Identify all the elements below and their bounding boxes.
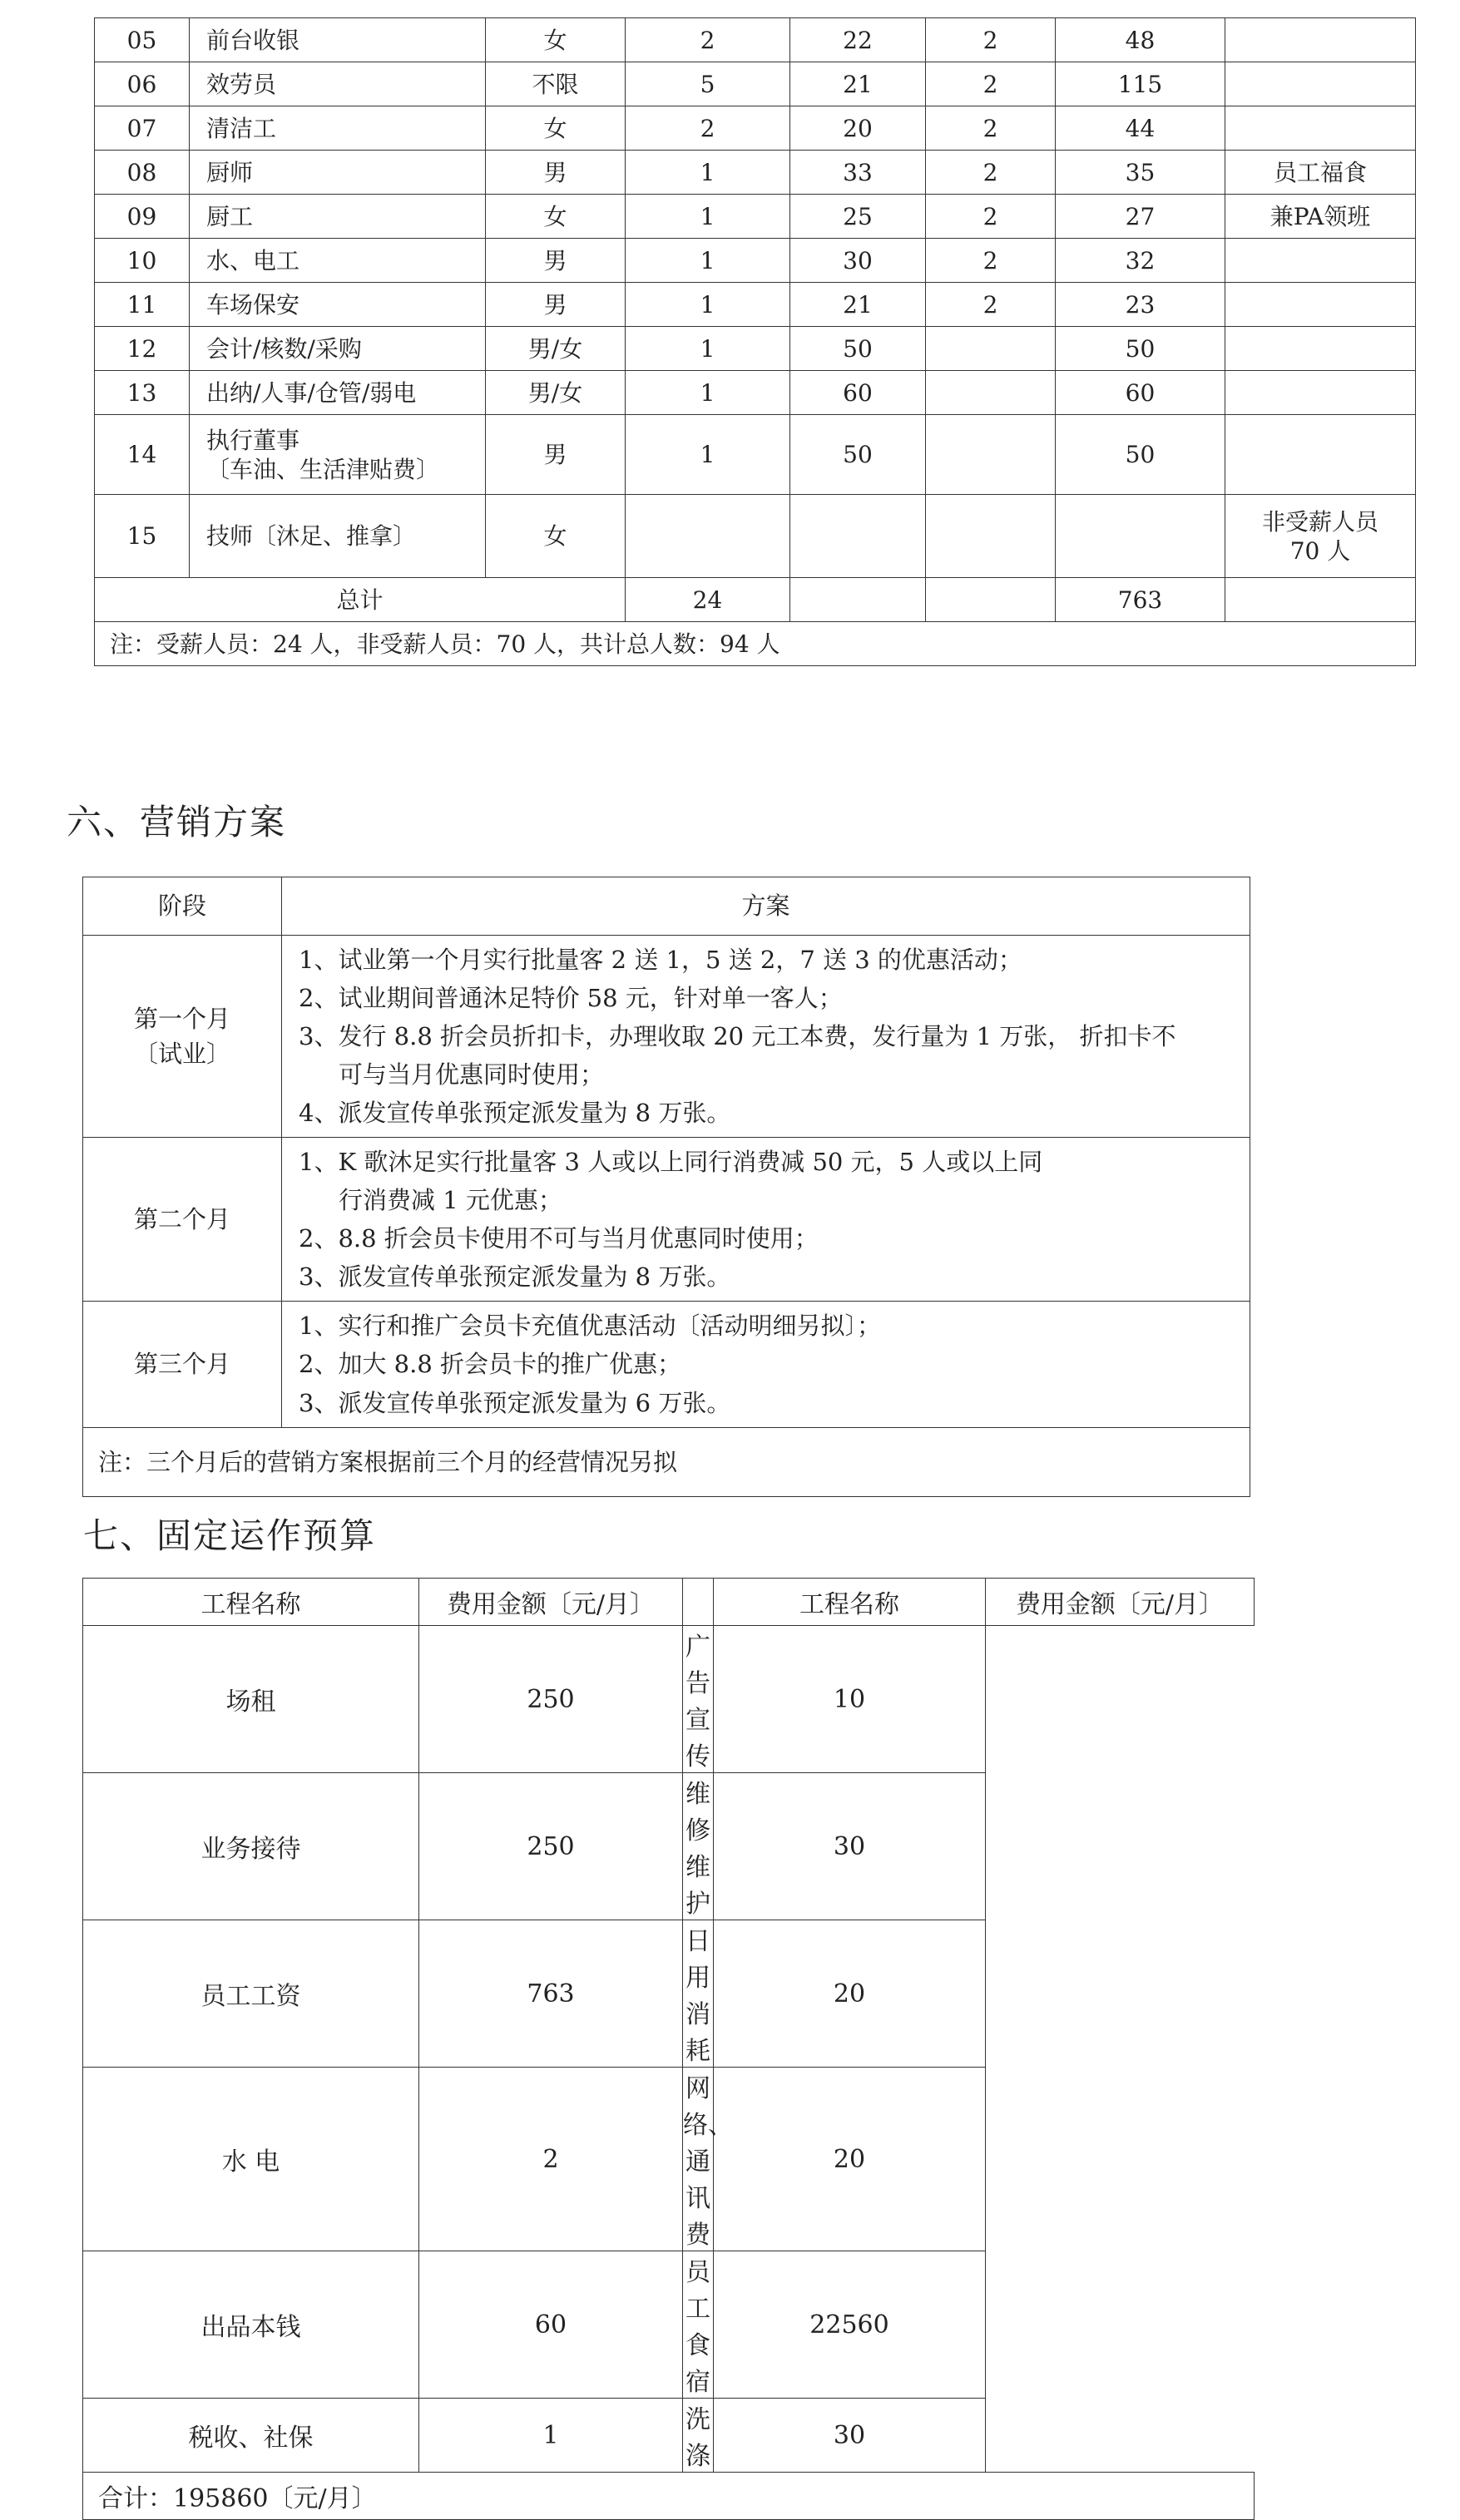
budget-row: 场租 250 广告宣传 10 — [83, 1626, 1255, 1773]
staff-table — [94, 17, 1416, 666]
staff-row: 05 前台收银 女 2 22 2 48 — [95, 18, 1416, 62]
budget-col-name-left: 工程名称 — [83, 1579, 419, 1626]
plan-item: 3、派发宣传单张预定派发量为 6 万张。 — [299, 1388, 731, 1417]
budget-col-amount-left: 费用金额〔元/月〕 — [419, 1579, 683, 1626]
phase-plan — [282, 936, 1250, 1138]
plan-item: 3、发行 8.8 折会员折扣卡，办理收取 20 元工本费，发行量为 1 万张， 折扣卡不 — [299, 1022, 1176, 1051]
total-count: 24 — [626, 578, 790, 622]
phase-plan — [282, 1302, 1250, 1427]
staff-row: 14 执行董事 〔车油、生活津贴费〕 男 1 50 50 — [95, 415, 1416, 495]
budget-row: 业务接待 250 维修维护 30 — [83, 1773, 1255, 1920]
phase-row — [83, 1138, 1250, 1302]
total-amount: 763 — [1056, 578, 1225, 622]
budget-heading: 七、固定运作预算 — [83, 1515, 377, 1556]
staff-row: 07 清洁工 女 2 20 2 44 — [95, 106, 1416, 151]
plan-item: 4、派发宣传单张预定派发量为 8 万张。 — [299, 1099, 731, 1128]
phase-row — [83, 1302, 1250, 1427]
budget-col-name-right: 工程名称 — [714, 1579, 986, 1626]
marketing-footnote: 注：三个月后的营销方案根据前三个月的经营情况另拟 — [83, 1427, 1250, 1496]
plan-item: 1、实行和推广会员卡充值优惠活动〔活动明细另拟〕； — [299, 1312, 881, 1341]
staff-row: 06 效劳员 不限 5 21 2 115 — [95, 62, 1416, 106]
plan-item: 行消费减 1 元优惠； — [339, 1186, 562, 1215]
plan-item: 2、试业期间普通沐足特价 58 元，针对单一客人； — [299, 984, 843, 1013]
budget-row: 员工工资 763 日用消耗 20 — [83, 1920, 1255, 2068]
staff-footnote: 注：受薪人员：24 人，非受薪人员：70 人，共计总人数：94 人 — [95, 622, 1416, 666]
staff-row: 12 会计/核数/采购 男/女 1 50 50 — [95, 327, 1416, 371]
staff-row: 11 车场保安 男 1 21 2 23 — [95, 283, 1416, 327]
marketing-table — [82, 877, 1250, 1497]
staff-row: 10 水、电工 男 1 30 2 32 — [95, 239, 1416, 283]
plan-item: 1、试业第一个月实行批量客 2 送 1，5 送 2，7 送 3 的优惠活动； — [299, 946, 1022, 974]
phase-stage: 第三个月 — [83, 1302, 282, 1427]
budget-total: 合计：195860〔元/月〕 — [83, 2473, 1255, 2520]
staff-row: 13 出纳/人事/仓管/弱电 男/女 1 60 60 — [95, 371, 1416, 415]
budget-col-amount-right: 费用金额〔元/月〕 — [986, 1579, 1255, 1626]
plan-item: 1、K 歌沐足实行批量客 3 人或以上同行消费减 50 元，5 人或以上同 — [299, 1148, 1043, 1177]
col-stage-header: 阶段 — [83, 877, 282, 936]
phase-stage: 第一个月 〔试业〕 — [83, 936, 282, 1138]
budget-row: 出品本钱 60 员工食宿 22560 — [83, 2251, 1255, 2399]
plan-item: 3、派发宣传单张预定派发量为 8 万张。 — [299, 1262, 731, 1292]
budget-table — [82, 1578, 1255, 2520]
budget-row: 水 电 2 网络、通讯费 20 — [83, 2068, 1255, 2251]
phase-row — [83, 936, 1250, 1138]
marketing-heading: 六、营销方案 — [67, 802, 287, 842]
plan-item: 可与当月优惠同时使用； — [339, 1060, 605, 1090]
plan-item: 2、加大 8.8 折会员卡的推广优惠； — [299, 1350, 682, 1379]
staff-row: 09 厨工 女 1 25 2 27 兼PA领班 — [95, 195, 1416, 239]
budget-row: 税收、社保 1 洗涤 30 — [83, 2399, 1255, 2473]
staff-row: 15 技师〔沐足、推拿〕 女 非受薪人员 70 人 — [95, 495, 1416, 578]
staff-row: 08 厨师 男 1 33 2 35 员工福食 — [95, 151, 1416, 195]
phase-stage: 第二个月 — [83, 1138, 282, 1302]
plan-item: 2、8.8 折会员卡使用不可与当月优惠同时使用； — [299, 1224, 819, 1253]
phase-plan — [282, 1138, 1250, 1302]
col-plan-header: 方案 — [282, 877, 1250, 936]
total-label: 总计 — [95, 578, 626, 622]
